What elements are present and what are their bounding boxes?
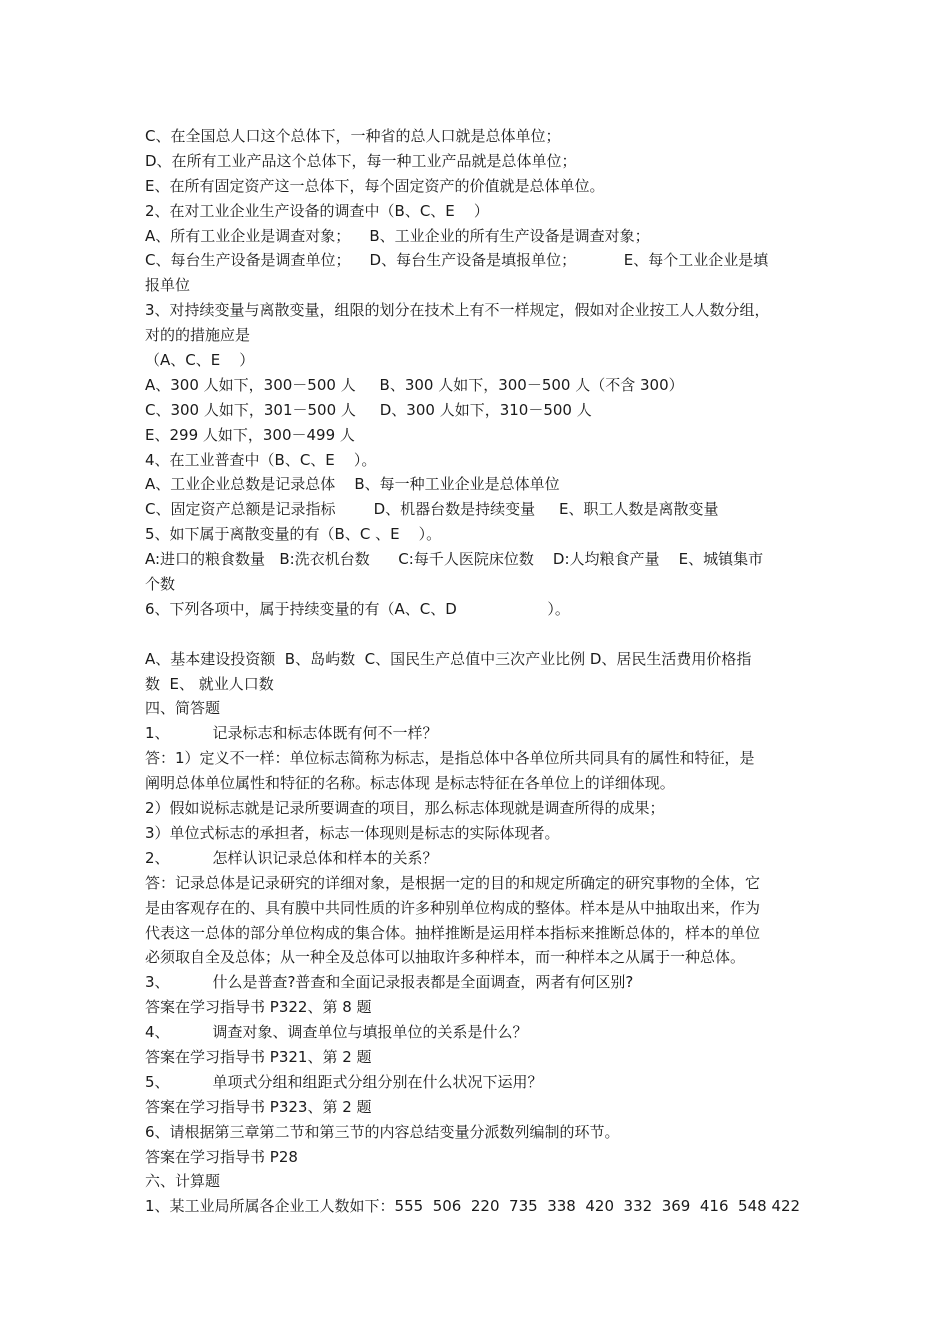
text-line: A、所有工业企业是调查对象； B、工业企业的所有生产设备是调查对象； — [145, 226, 650, 245]
text-line: 3）单位式标志的承担者，标志一体现则是标志的实际体现者。 — [145, 823, 560, 842]
text-line: D、在所有工业产品这个总体下，每一种工业产品就是总体单位； — [145, 151, 577, 170]
text-line: 六、计算题 — [145, 1172, 221, 1191]
text-line: 5、 单项式分组和组距式分组分别在什么状况下运用？ — [145, 1072, 543, 1091]
text-line: （A、C、E ） — [145, 351, 255, 370]
text-line: 答案在学习指导书 P28 — [145, 1147, 298, 1166]
text-line: 是由客观存在的、具有膜中共同性质的许多种别单位构成的整体。样本是从中抽取出来，作为 — [145, 898, 761, 917]
text-line: 2）假如说标志就是记录所要调查的项目，那么标志体现就是调查所得的成果； — [145, 799, 665, 818]
text-line: 代表这一总体的部分单位构成的集合体。抽样推断是运用样本指标来推断总体的，样本的单位 — [145, 923, 761, 942]
text-line: C、在全国总人口这个总体下，一种省的总人口就是总体单位； — [145, 127, 561, 145]
text-line: E、在所有固定资产这一总体下，每个固定资产的价值就是总体单位。 — [145, 176, 605, 195]
text-line: 数 E、 就业人口数 — [145, 674, 274, 693]
text-line: 答：记录总体是记录研究的详细对象，是根据一定的目的和规定所确定的研究事物的全体，它 — [145, 873, 761, 892]
text-line: 答案在学习指导书 P322、第 8 题 — [145, 998, 372, 1017]
text-line: 必须取自全及总体；从一种全及总体可以抽取许多种样本，而一种样本之从属于一种总体。 — [145, 948, 746, 967]
text-line: 4、 调查对象、调查单位与填报单位的关系是什么？ — [145, 1023, 528, 1042]
text-line: 答案在学习指导书 P321、第 2 题 — [145, 1047, 372, 1066]
text-line: A、工业企业总数是记录总体 B、每一种工业企业是总体单位 — [145, 475, 560, 494]
text-line: C、固定资产总额是记录指标 D、机器台数是持续变量 E、职工人数是离散变量 — [145, 500, 719, 519]
text-line: 1、某工业局所属各企业工人数如下：555 506 220 735 338 420 332 369 416 548 422 — [145, 1197, 801, 1216]
document-body — [145, 124, 835, 1219]
text-line: C、300 人如下，301－500 人 D、300 人如下，310－500 人 — [145, 400, 592, 419]
text-line: 对的的措施应是 — [145, 326, 251, 345]
text-line: 5、如下属于离散变量的有（B、C 、E ）。 — [145, 525, 442, 544]
text-line: 阐明总体单位属性和特征的名称。标志体现 是标志特征在各单位上的详细体现。 — [145, 774, 675, 793]
text-line: 答：1）定义不一样：单位标志简称为标志，是指总体中各单位所共同具有的属性和特征，是 — [145, 749, 755, 768]
text-line: 2、在对工业企业生产设备的调查中（B、C、E ） — [145, 201, 489, 220]
text-line: 1、 记录标志和标志体既有何不一样？ — [145, 724, 438, 743]
text-line: 3、对持续变量与离散变量，组限的划分在技术上有不一样规定，假如对企业按工人人数分组， — [145, 301, 770, 320]
text-line: 4、在工业普查中（B、C、E ）。 — [145, 450, 377, 469]
text-line: 四、简答题 — [145, 699, 221, 718]
text-line: A:进口的粮食数量 B:洗衣机台数 C:每千人医院床位数 D:人均粮食产量 E、城镇集市 — [145, 550, 764, 569]
text-line: 报单位 — [145, 276, 191, 295]
text-line: C、每台生产设备是调查单位； D、每台生产设备是填报单位； E、每个工业企业是填 — [145, 251, 769, 270]
text-line: 6、请根据第三章第二节和第三节的内容总结变量分派数列编制的环节。 — [145, 1122, 620, 1141]
text-line: E、299 人如下，300－499 人 — [145, 425, 355, 444]
text-line: A、基本建设投资额 B、岛屿数 C、国民生产总值中三次产业比例 D、居民生活费用价格指 — [145, 649, 752, 668]
text-line: 6、下列各项中，属于持续变量的有（A、C、D ）。 — [145, 599, 570, 618]
text-line: 2、 怎样认识记录总体和样本的关系？ — [145, 848, 438, 867]
text-line: A、300 人如下，300－500 人 B、300 人如下，300－500 人（不含 300） — [145, 375, 684, 394]
text-line: 答案在学习指导书 P323、第 2 题 — [145, 1097, 372, 1116]
text-line: 3、 什么是普查?普查和全面记录报表都是全面调查，两者有何区别? — [145, 973, 634, 992]
text-line: 个数 — [145, 575, 176, 594]
blank-line — [145, 622, 835, 647]
